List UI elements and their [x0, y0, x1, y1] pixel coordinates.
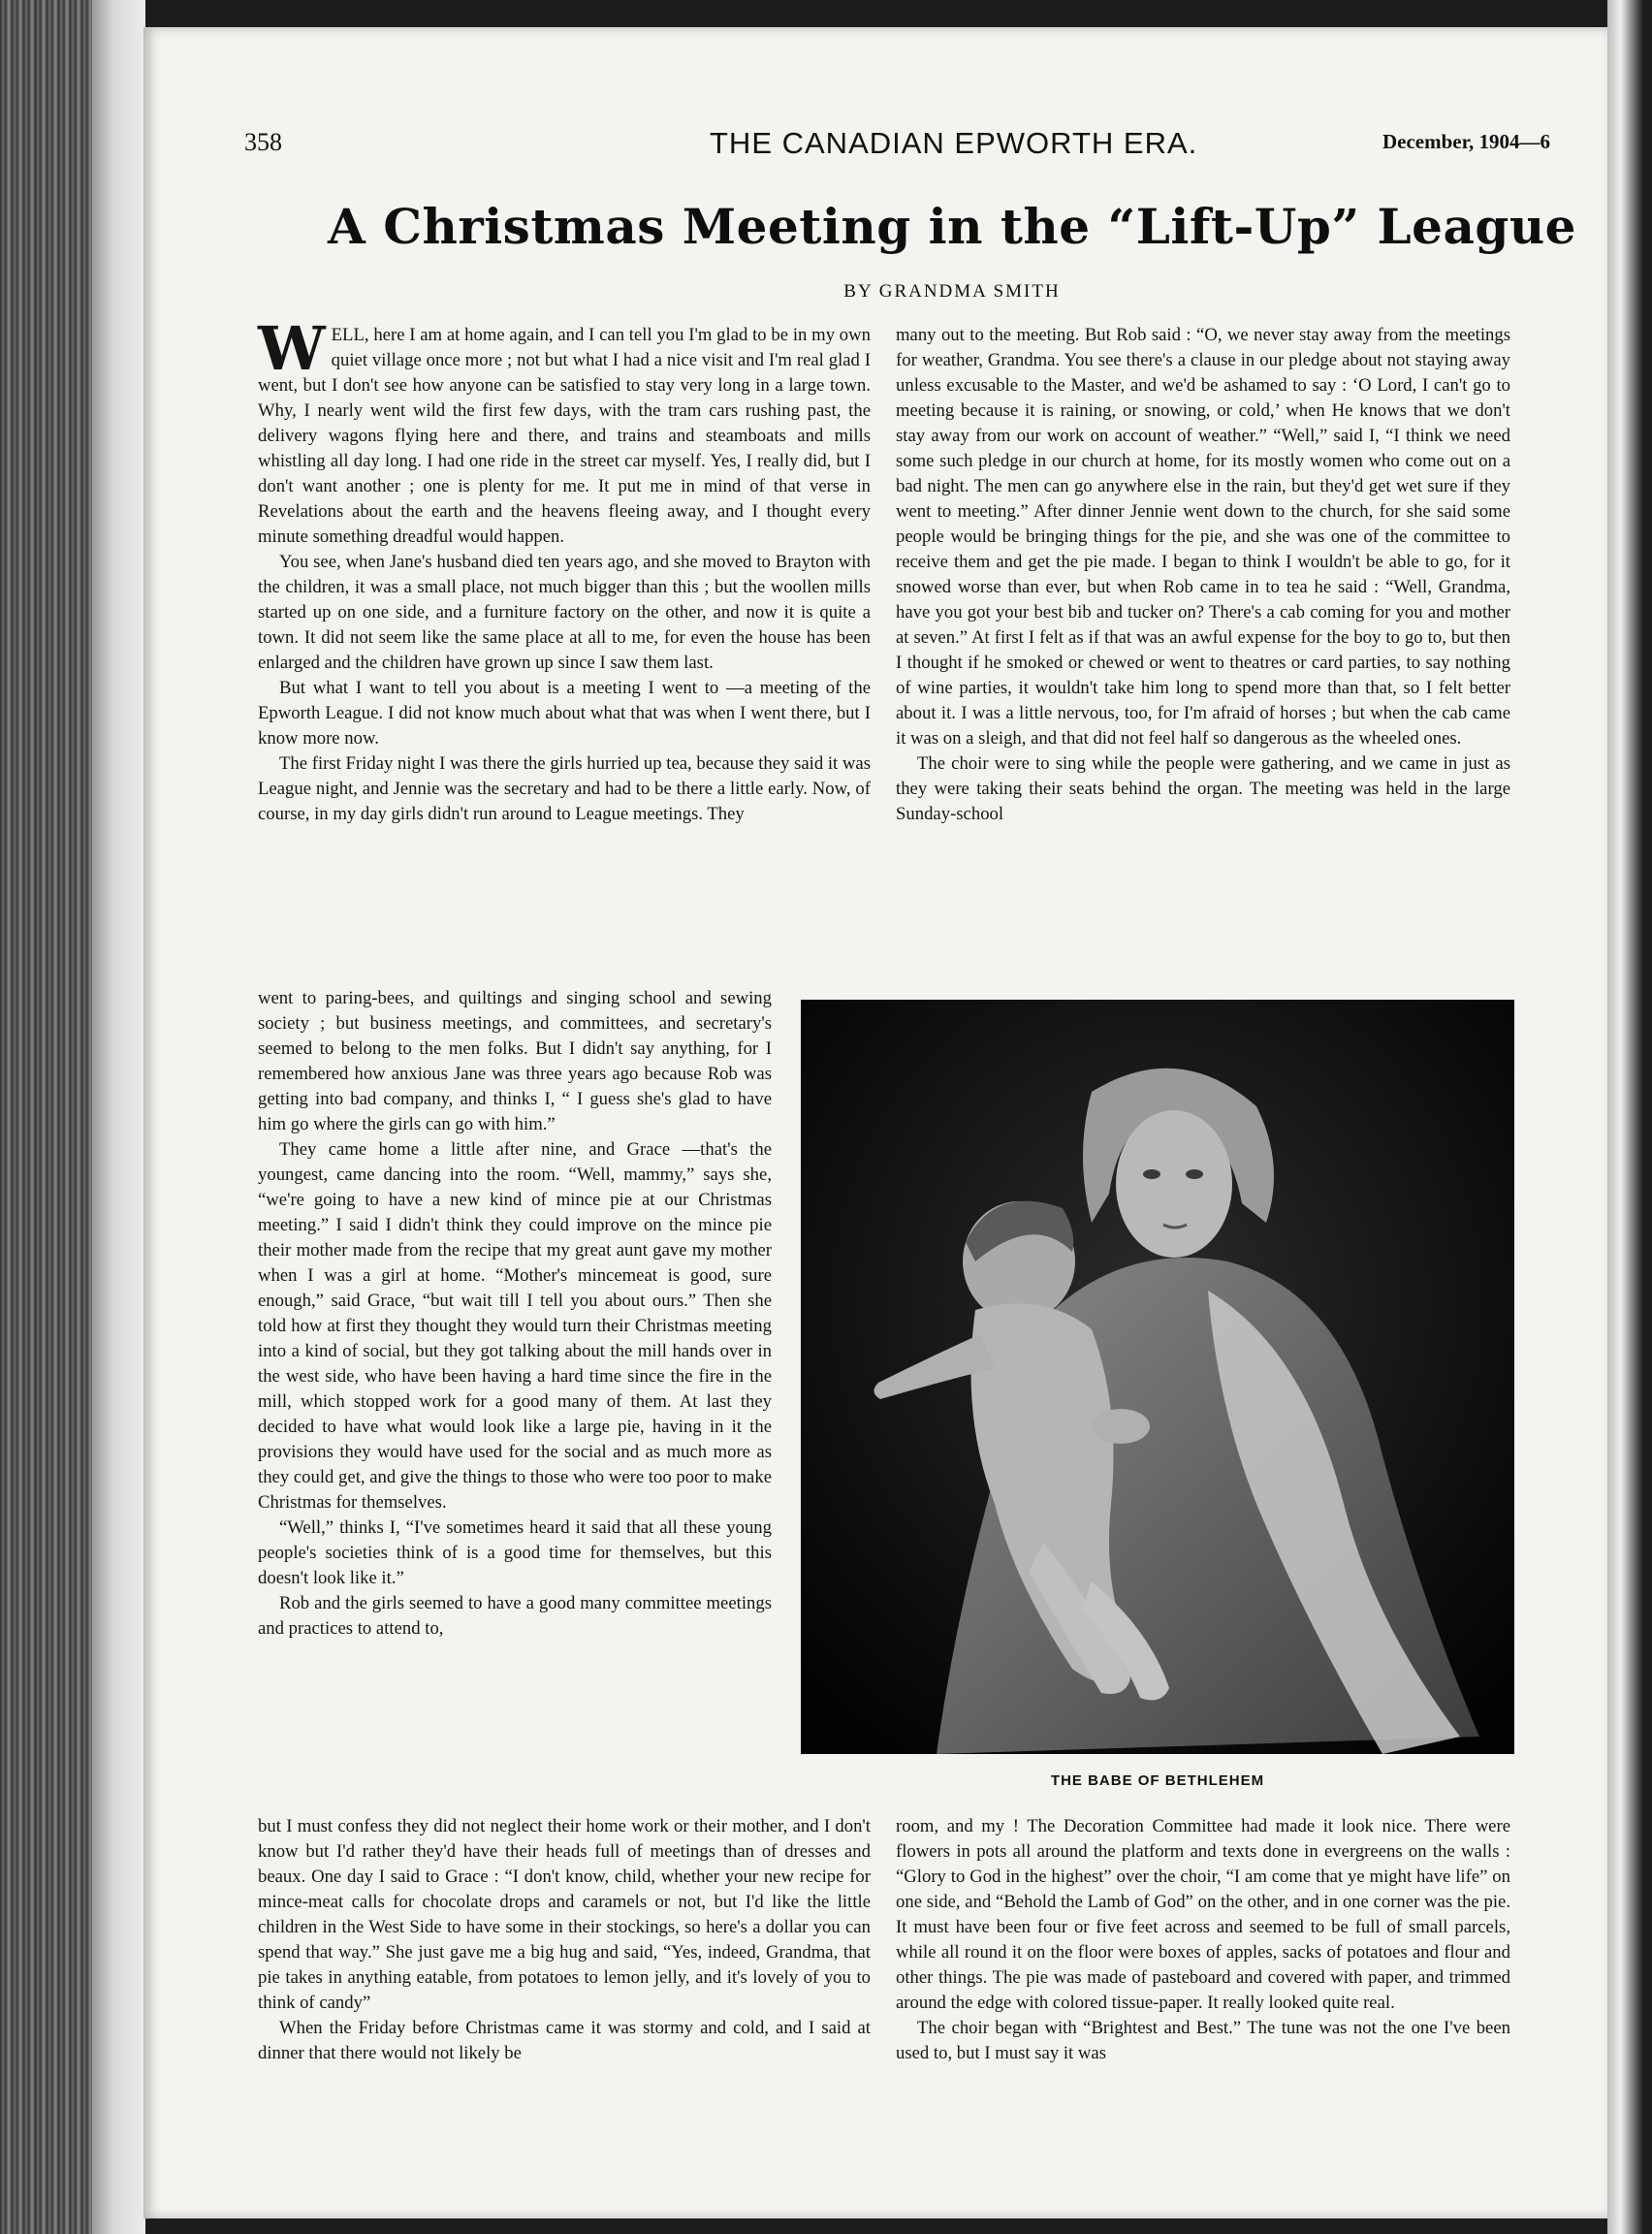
paragraph: WELL, here I am at home again, and I can tell you I'm glad to be in my own quiet village once more ; not but what I had a nice visit and I'm real glad I went, but I don't see how anyone can be satisfied to stay very long in a large town. Why, I nearly went wild the first few days, with the tram cars rushing past, the delivery wagons flying here and there, and trains and steamboats and mills whistling all day long. I had one ride in the street car myself. Yes, I really did, but I don't want another ; one is plenty for me. It put me in mind of that verse in Revelations about the earth and the heavens fleeing away, and I thought every minute something dreadful would happen. [258, 313, 871, 547]
column-right-top [896, 323, 1510, 827]
paragraph: They came home a little after nine, and Grace —that's the youngest, came dancing into the room. “Well, mammy,” says she, “we're going to have a new kind of mince pie at our Christmas meeting.” I said I didn't think they could improve on the mince pie their mother made from the recipe that my great aunt gave my mother when I was a girl at home. “Mother's mincemeat is good, sure enough,” said Grace, “but wait till I tell you about ours.” Then she told how at first they thought they would turn their Christmas meeting into a kind of social, but they got talking about the mill hands over in the west side, who have been having a hard time since the fire in the mill, which stopped work for a good many of them. At last they decided to have what would look like a large pie, having in it the provisions they would have used for the social and as much more as they could get, and give the things to those who were too poor to make Christmas for themselves. [258, 1139, 772, 1513]
paragraph: When the Friday before Christmas came it was stormy and cold, and I said at dinner that there would not likely be [258, 2018, 871, 2063]
paragraph: Rob and the girls seemed to have a good many committee meetings and practices to attend to, [258, 1593, 772, 1639]
column-right-bottom [896, 1814, 1510, 2066]
paragraph: The choir began with “Brightest and Best.” The tune was not the one I've been used to, but I must say it was [896, 2018, 1510, 2063]
page-content [143, 27, 1607, 2218]
journal-title: THE CANADIAN EPWORTH ERA. [710, 126, 1198, 160]
illustration-image [801, 1000, 1514, 1754]
madonna-and-child-illustration [801, 1000, 1514, 1754]
paragraph: But what I want to tell you about is a meeting I went to —a meeting of the Epworth League. I did not know much about what that was when I went there, but I know more now. [258, 678, 871, 749]
paragraph: went to paring-bees, and quiltings and singing school and sewing society ; but business meetings, and committees, and secretary's seemed to belong to the men folks. But I didn't say anything, for I remembered how anxious Jane was three years ago because Rob was getting into bad company, and thinks I, “ I guess she's glad to have him go where the girls can go with him.” [258, 988, 772, 1134]
paragraph: You see, when Jane's husband died ten years ago, and she moved to Brayton with the children, it was a small place, not much bigger than this ; but the woollen mills started up on one side, and a furniture factory on the other, and now it is quite a town. It did not seem like the same place at all to me, for even the house has been enlarged and the children have grown up since I saw them last. [258, 552, 871, 673]
column-left-top [258, 313, 871, 827]
article-title: A Christmas Meeting in the “Lift-Up” League [328, 198, 1576, 255]
paragraph: The first Friday night I was there the girls hurried up tea, because they said it was League night, and Jennie was the secretary and had to be there a little early. Now, of course, in my day girls didn't run around to League meetings. They [258, 753, 871, 824]
paragraph: The choir were to sing while the people were gathering, and we came in just as they were taking their seats behind the organ. The meeting was held in the large Sunday-school [896, 753, 1510, 824]
page-number: 358 [244, 128, 282, 156]
issue-date: December, 1904—6 [1382, 130, 1551, 153]
drop-cap: W [258, 313, 326, 384]
column-left-narrow [258, 986, 772, 1642]
running-head [244, 128, 1602, 167]
article-byline: BY GRANDMA SMITH [843, 281, 1061, 302]
facing-page-edge [1607, 0, 1652, 2234]
paragraph: “Well,” thinks I, “I've sometimes heard it said that all these young people's societies think of is a good time for themselves, but this doesn't look like it.” [258, 1517, 772, 1588]
book-page-edges-inner [92, 0, 145, 2234]
paragraph: but I must confess they did not neglect their home work or their mother, and I don't know but I'd rather they'd have their heads full of meetings than of dresses and beaux. One day I said to Grace : “I don't know, child, whether your new recipe for mince-meat calls for chocolate drops and caramels or not, but I'd like the little children in the West Side to have some in their stockings, so here's a dollar you can spend that way.” She just gave me a big hug and said, “Yes, indeed, Grandma, that pie takes in anything eatable, from potatoes to lemon jelly, and it's lovely of you to think of candy” [258, 1816, 871, 2013]
column-left-bottom [258, 1814, 871, 2066]
paragraph: room, and my ! The Decoration Committee had made it look nice. There were flowers in pots all around the platform and texts done in evergreens on the walls : “Glory to God in the highest” over the choir, “I am come that ye might have life” on one side, and “Behold the Lamb of God” on the other, and in one corner was the pie. It must have been four or five feet across and seemed to be full of small parcels, while all round it on the floor were boxes of apples, sacks of potatoes and flour and other things. The pie was made of pasteboard and covered with paper, and trimmed around the edge with colored tissue-paper. It really looked quite real. [896, 1816, 1510, 2013]
paragraph: many out to the meeting. But Rob said : “O, we never stay away from the meetings for weather, Grandma. You see there's a clause in our pledge about not staying away unless excusable to the Master, and we'd be ashamed to say : ‘O Lord, I can't go to meeting because it is raining, or snowing, or cold,’ when He knows that we don't stay away from our work on account of weather.” “Well,” said I, “I think we need some such pledge in our church at home, for its mostly women who come out on a bad night. The men can go anywhere else in the rain, but they'd get wet sure if they went to meeting.” After dinner Jennie went down to the church, for she said some people would be bringing things for the pie, and she was one of the committee to receive them and get the pie made. I began to think I wouldn't be able to go, for it snowed worse than ever, but when Rob came in to tea he said : “Well, Grandma, have you got your best bib and tucker on? There's a cab coming for you and mother at seven.” At first I felt as if that was an awful expense for the boy to go to, but then I thought if he smoked or chewed or went to theatres or card parties, to say nothing of wine parties, it wouldn't take him long to spend more than that, so I felt better about it. I was a little nervous, too, for I'm afraid of horses ; but when the cab came it was on a sleigh, and that did not feel half so dangerous as the wheeled ones. [896, 325, 1510, 749]
figure-caption: THE BABE OF BETHLEHEM [1050, 1772, 1265, 1789]
